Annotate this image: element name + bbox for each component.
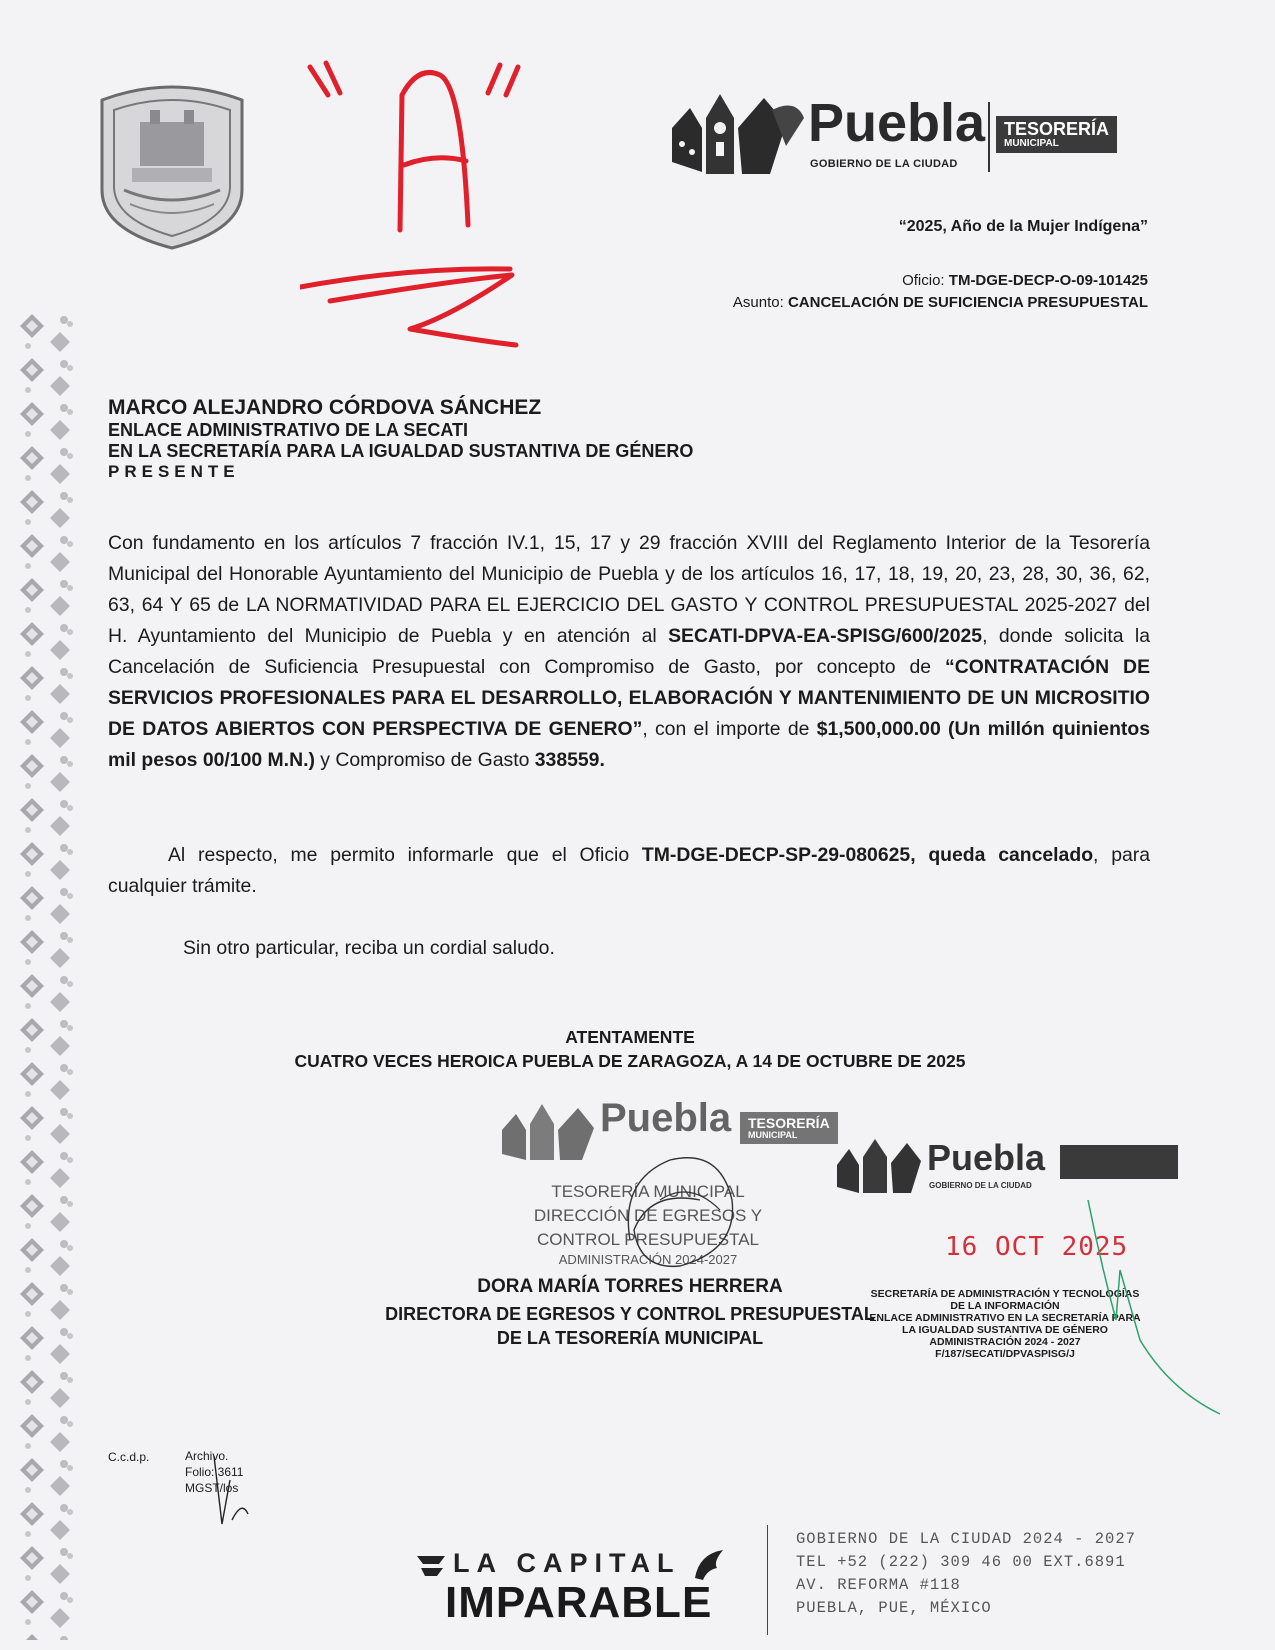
stamp-line-4: ADMINISTRACIÓN 2024-2027 bbox=[558, 1252, 738, 1267]
asunto-line bbox=[733, 294, 1148, 311]
oficio-label: Oficio: bbox=[902, 272, 945, 289]
slogan-bottom: IMPARABLE bbox=[445, 1578, 713, 1627]
receipt-line-2: DE LA INFORMACIÓN bbox=[950, 1300, 1060, 1312]
city-skyline-icon bbox=[668, 88, 808, 178]
secati-received-logo bbox=[835, 1135, 1180, 1205]
p1-text-c: , con el importe de bbox=[642, 718, 817, 740]
puebla-tesoreria-logo bbox=[668, 88, 1128, 178]
archivo-label: Archivo. bbox=[185, 1449, 229, 1463]
p2-text-a: Al respecto, me permito informarle que el Oficio bbox=[168, 844, 642, 866]
recipient-position: ENLACE ADMINISTRATIVO DE LA SECATI bbox=[108, 420, 468, 440]
handwritten-red-mark bbox=[300, 55, 560, 365]
recipient-presente: PRESENTE bbox=[108, 462, 240, 481]
body-paragraph-2 bbox=[108, 840, 1150, 902]
stamp2-dark-badge bbox=[1060, 1145, 1178, 1179]
footer-contact-info bbox=[796, 1528, 1136, 1620]
municipal-label: MUNICIPAL bbox=[1004, 137, 1059, 149]
footer-info-line-1: GOBIERNO DE LA CIUDAD 2024 - 2027 bbox=[796, 1530, 1136, 1548]
signer-department: DE LA TESORERÍA MUNICIPAL bbox=[496, 1328, 764, 1348]
recipient-block bbox=[108, 396, 693, 482]
left-wing-icon bbox=[415, 1552, 449, 1582]
stamp2-wordmark: Puebla bbox=[927, 1137, 1046, 1178]
receipt-line-1: SECRETARÍA DE ADMINISTRACIÓN Y TECNOLOGÍAS bbox=[870, 1288, 1140, 1300]
tesoreria-stamp bbox=[500, 1096, 860, 1300]
green-pen-signature bbox=[1080, 1200, 1230, 1420]
p1-concept: “CONTRATACIÓN DE SERVICIOS PROFESIONALES PARA EL DESARROLLO, ELABORACIÓN Y MANTENIMIENTO DE UN MICROSITIO DE DATOS ABIERTOS CON PERSPECTIVA DE GENERO” bbox=[108, 656, 1150, 740]
year-motto: “2025, Año de la Mujer Indígena” bbox=[898, 218, 1148, 235]
signer-title: DIRECTORA DE EGRESOS Y CONTROL PRESUPUESTAL bbox=[385, 1304, 875, 1324]
stamp-skyline-icon bbox=[500, 1100, 600, 1160]
p1-amount: $1,500,000.00 (Un millón quinientos mil pesos 00/100 M.N.) bbox=[108, 718, 1151, 771]
footer-address: AV. REFORMA #118 bbox=[796, 1576, 961, 1594]
logo-subtitle: GOBIERNO DE LA CIUDAD bbox=[810, 158, 958, 170]
stamp-tesoreria-label: TESORERÍA bbox=[748, 1115, 830, 1131]
stamp-line-2: DIRECCIÓN DE EGRESOS Y bbox=[533, 1206, 763, 1225]
asunto-value: CANCELACIÓN DE SUFICIENCIA PRESUPUESTAL bbox=[787, 294, 1148, 311]
p1-compromiso: 338559. bbox=[534, 749, 605, 771]
tesoreria-label: TESORERÍA bbox=[1004, 119, 1110, 139]
footer-city: PUEBLA, PUE, MÉXICO bbox=[796, 1599, 992, 1617]
author-initials: MGST/los bbox=[185, 1481, 239, 1495]
receipt-line-3: ENLACE ADMINISTRATIVO EN LA SECRETARÍA PARA bbox=[869, 1312, 1141, 1324]
closing-city-date: CUATRO VECES HEROICA PUEBLA DE ZARAGOZA, A 14 DE OCTUBRE DE 2025 bbox=[294, 1051, 966, 1071]
recipient-department: EN LA SECRETARÍA PARA LA IGUALDAD SUSTANTIVA DE GÉNERO bbox=[108, 441, 694, 461]
stamp-line-1: TESORERÍA MUNICIPAL bbox=[551, 1182, 745, 1201]
stamp-municipal-label: MUNICIPAL bbox=[748, 1129, 798, 1140]
p1-text-d: y Compromiso de Gasto bbox=[314, 749, 535, 771]
oficio-number: TM-DGE-DECP-O-09-101425 bbox=[948, 272, 1148, 289]
slogan-top: LA CAPITAL bbox=[453, 1548, 681, 1578]
receipt-line-4: LA IGUALDAD SUSTANTIVA DE GÉNERO bbox=[902, 1324, 1108, 1336]
la-capital-imparable-logo bbox=[415, 1548, 725, 1632]
decorative-border bbox=[14, 310, 80, 1640]
received-date-stamp: 16 OCT 2025 bbox=[945, 1232, 1129, 1262]
stamp-tesoreria-badge bbox=[740, 1112, 838, 1144]
folio-number: Folio: 3611 bbox=[185, 1465, 244, 1479]
signature-scribble bbox=[610, 1140, 750, 1280]
stamp2-skyline-icon bbox=[835, 1135, 925, 1195]
footer-divider bbox=[767, 1525, 768, 1635]
p1-text-a: Con fundamento en los artículos 7 fracción IV.1, 15, 17 y 29 fracción XVIII del Reglamento Interior de la Tesorería Municipal del Honorable Ayuntamiento del Municipio de Puebla y de los artículos 16, 17, 18, 19, 20, 23, 28, 30, 36, 62, 63, 64 Y 65 de LA NORMATIVIDAD PARA EL EJERCICIO DEL GASTO Y CONTROL PRESUPUESTAL 2025-2027 del H. Ayuntamiento del Municipio de Puebla y en atención al bbox=[108, 532, 1150, 647]
asunto-label: Asunto: bbox=[732, 294, 784, 311]
receipt-line-5: ADMINISTRACIÓN 2024 - 2027 bbox=[929, 1336, 1081, 1348]
p1-text-b: , donde solicita la Cancelación de Suficiencia Presupuestal con Compromiso de Gasto, por concepto de bbox=[108, 625, 1151, 678]
closing-atentamente: ATENTAMENTE bbox=[565, 1027, 695, 1047]
oficio-line bbox=[902, 272, 1148, 289]
initials-scribble bbox=[200, 1450, 260, 1530]
stamp-logo-wordmark: Puebla bbox=[600, 1096, 732, 1140]
p2-text-b: , para cualquier trámite. bbox=[108, 844, 1151, 897]
p2-reference: TM-DGE-DECP-SP-29-080625, queda cancelado bbox=[641, 844, 1094, 866]
logo-wordmark: Puebla bbox=[808, 93, 986, 153]
stamp2-subtitle: GOBIERNO DE LA CIUDAD bbox=[929, 1181, 1032, 1190]
footer-phone: TEL +52 (222) 309 46 00 EXT.6891 bbox=[796, 1553, 1126, 1571]
tesoreria-badge bbox=[996, 116, 1117, 153]
city-crest-seal bbox=[92, 80, 252, 250]
logo-divider bbox=[988, 102, 990, 172]
right-wing-icon bbox=[691, 1548, 725, 1582]
ccdp-label: C.c.d.p. bbox=[108, 1450, 150, 1464]
recipient-name: MARCO ALEJANDRO CÓRDOVA SÁNCHEZ bbox=[108, 396, 542, 419]
receipt-line-6: F/187/SECATI/DPVASPISG/J bbox=[935, 1348, 1075, 1360]
p1-reference: SECATI-DPVA-EA-SPISG/600/2025 bbox=[668, 625, 983, 647]
stamp-line-3: CONTROL PRESUPUESTAL bbox=[537, 1230, 759, 1249]
body-paragraph-3: Sin otro particular, reciba un cordial saludo. bbox=[183, 937, 555, 959]
signer-name: DORA MARÍA TORRES HERRERA bbox=[477, 1276, 783, 1297]
body-paragraph-1 bbox=[108, 528, 1150, 776]
